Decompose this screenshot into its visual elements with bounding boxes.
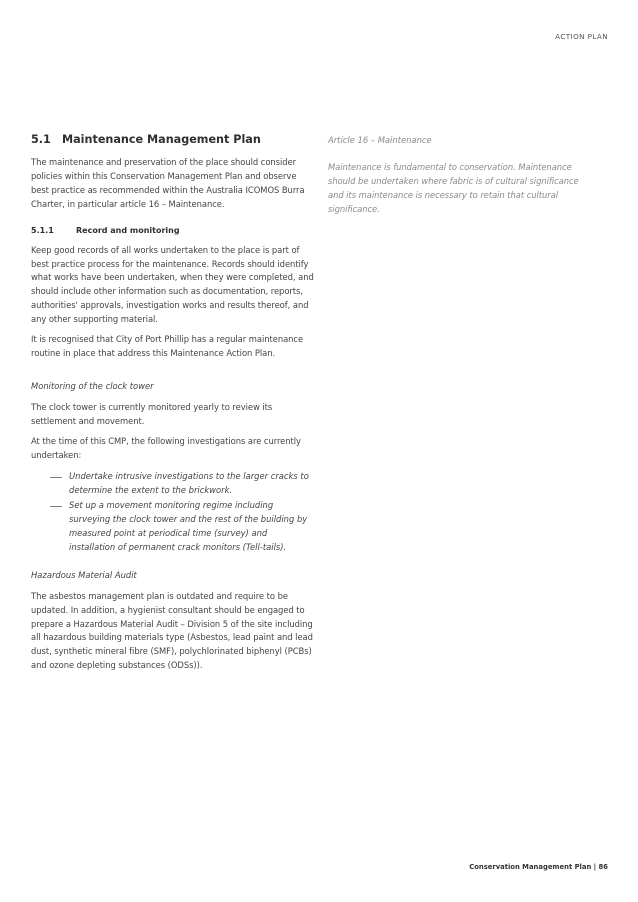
subsection-heading bbox=[31, 226, 316, 235]
list-item-text: Set up a movement monitoring regime including surveying the clock tower and the rest of the building by measured point at periodical time (survey) and installation of permanent crack monitors (Tell-tails). bbox=[69, 500, 308, 552]
clock-tower-subheading: Monitoring of the clock tower bbox=[31, 380, 154, 391]
investigations-paragraph: At the time of this CMP, the following investigations are currently undertaken: bbox=[31, 435, 301, 460]
section-title: Maintenance Management Plan bbox=[62, 133, 261, 146]
dash-bullet-icon bbox=[50, 477, 62, 478]
aside-title: Article 16 – Maintenance bbox=[328, 135, 432, 145]
records-paragraph: Keep good records of all works undertaken to the place is part of best practice process for the maintenance. Records should identify what works have been undertaken, when they were completed, and should include other information such as documentation, reports, authorities' approvals, investigation works and results thereof, and any other supporting material. bbox=[31, 244, 314, 325]
subsection-title: Record and monitoring bbox=[76, 225, 180, 235]
hazardous-paragraph: The asbestos management plan is outdated and require to be updated. In addition, a hygienist consultant should be engaged to prepare a Hazardous Material Audit – Division 5 of the site including all hazardous building materials type (Asbestos, lead paint and lead dust, synthetic mineral fibre (SMF), polychlorinated biphenyl (PCBs) and ozone depleting substances (ODSs)). bbox=[31, 590, 313, 671]
routine-paragraph: It is recognised that City of Port Phillip has a regular maintenance routine in place that address this Maintenance Action Plan. bbox=[31, 334, 304, 358]
aside-body: Maintenance is fundamental to conservation. Maintenance should be undertaken where fabric is of cultural significance and its maintenance is necessary to retain that cultural significance. bbox=[328, 161, 579, 214]
list-item bbox=[31, 470, 316, 498]
aside-column bbox=[328, 134, 588, 217]
hazardous-subheading: Hazardous Material Audit bbox=[31, 569, 137, 580]
intro-paragraph: The maintenance and preservation of the place should consider policies within this Conservation Management Plan and observe best practice as recommended within the Australia ICOMOS Burra Charter, in particular article 16 – Maintenance. bbox=[31, 157, 305, 209]
subsection-number: 5.1.1 bbox=[31, 225, 54, 235]
clock-tower-paragraph: The clock tower is currently monitored yearly to review its settlement and movement. bbox=[31, 401, 273, 426]
main-column bbox=[31, 133, 316, 679]
investigations-list bbox=[31, 470, 316, 554]
dash-bullet-icon bbox=[50, 506, 62, 507]
section-header-label: ACTION PLAN bbox=[555, 32, 608, 41]
list-item bbox=[31, 499, 316, 555]
list-item-text: Undertake intrusive investigations to the larger cracks to determine the extent to the brickwork. bbox=[69, 471, 309, 496]
page-footer: Conservation Management Plan | 86 bbox=[469, 863, 608, 871]
section-heading bbox=[31, 133, 316, 146]
section-number: 5.1 bbox=[31, 133, 51, 146]
